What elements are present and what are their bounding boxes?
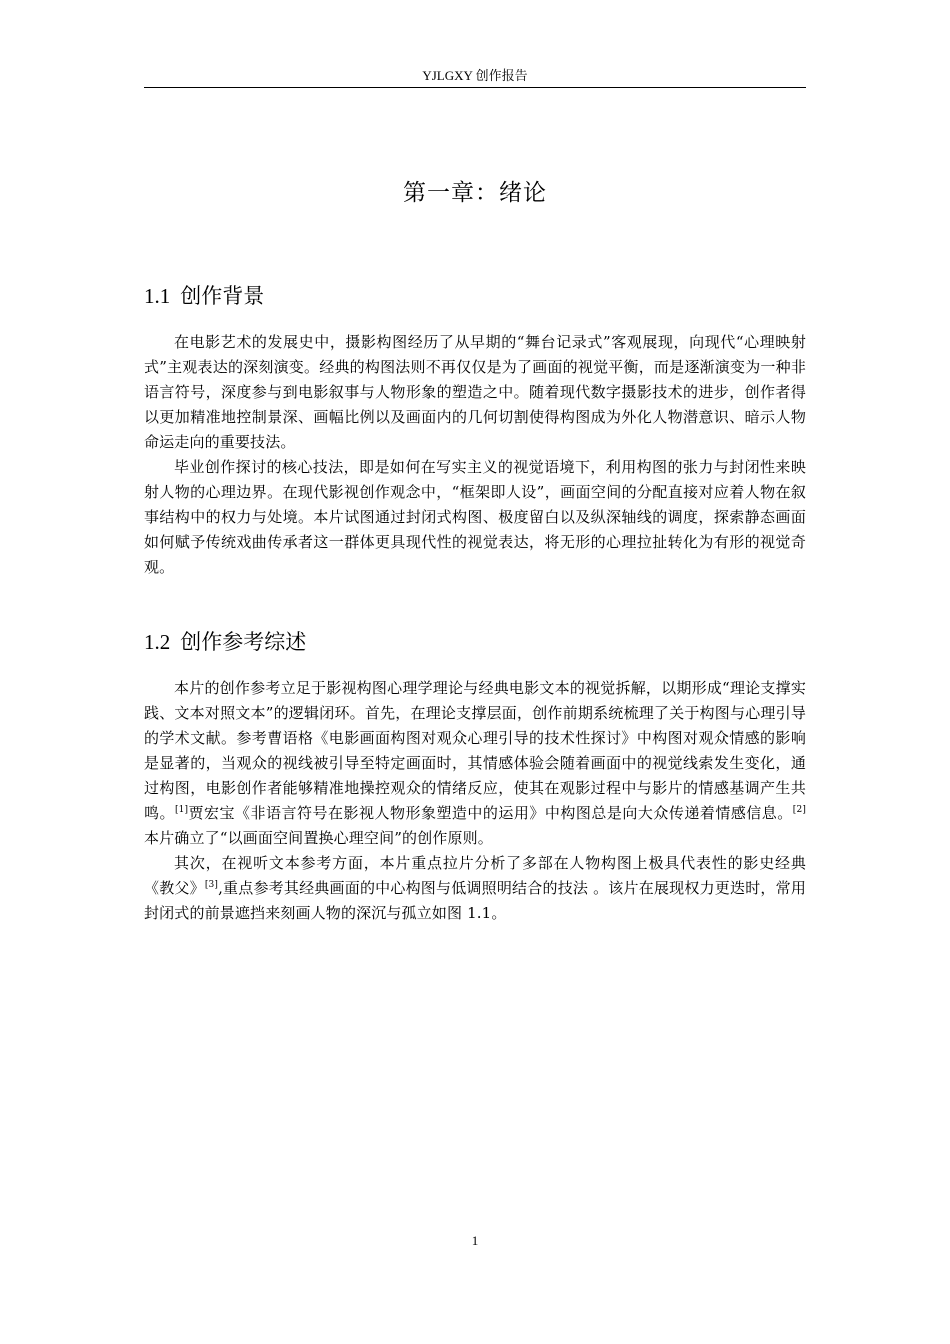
running-header: YJLGXY 创作报告 [422, 68, 528, 83]
citation-3: [3] [204, 880, 219, 890]
section-number: 1.1 [144, 284, 171, 308]
paragraph [144, 676, 806, 851]
page-number: 1 [471, 1233, 479, 1248]
header-rule [144, 87, 806, 88]
text-run: 其次，在视听文本参考方面，本片重点拉片分析了多部在人物构图上极具代表性的影史经典《教父》 [144, 854, 806, 897]
section-number: 1.2 [144, 630, 171, 654]
section-heading-1-1 [144, 282, 806, 310]
chapter-title: 第一章：绪论 [403, 180, 547, 206]
citation-2: [2] [792, 805, 806, 815]
text-run: 本片确立了“以画面空间置换心理空间”的创作原则。 [144, 829, 493, 847]
citation-1: [1] [175, 805, 189, 815]
section-title: 创作参考综述 [180, 630, 307, 654]
text-run: 本片的创作参考立足于影视构图心理学理论与经典电影文本的视觉拆解，以期形成“理论支撑实践、文本对照文本”的逻辑闭环。首先，在理论支撑层面，创作前期系统梳理了关于构图与心理引导的学术文献。参考曹语格《电影画面构图对观众心理引导的技术性探讨》中构图对观众情感的影响是显著的，当观众的视线被引导至特定画面时，其情感体验会随着画面中的视觉线索发生变化，通过构图，电影创作者能够精准地操控观众的情绪反应，使其在观影过程中与影片的情感基调产生共鸣。 [144, 679, 806, 822]
paragraph: 在电影艺术的发展史中，摄影构图经历了从早期的“舞台记录式”客观展现，向现代“心理映射式”主观表达的深刻演变。经典的构图法则不再仅仅是为了画面的视觉平衡，而是逐渐演变为一种非语言符号，深度参与到电影叙事与人物形象的塑造之中。随着现代数字摄影技术的进步，创作者得以更加精准地控制景深、画幅比例以及画面内的几何切割使得构图成为外化人物潜意识、暗示人物命运走向的重要技法。 [144, 333, 806, 451]
paragraph: 毕业创作探讨的核心技法，即是如何在写实主义的视觉语境下，利用构图的张力与封闭性来映射人物的心理边界。在现代影视创作观念中，“框架即人设”，画面空间的分配直接对应着人物在叙事结构中的权力与处境。本片试图通过封闭式构图、极度留白以及纵深轴线的调度，探索静态画面如何赋予传统戏曲传承者这一群体更具现代性的视觉表达，将无形的心理拉扯转化为有形的视觉奇观。 [144, 458, 806, 576]
section-title: 创作背景 [180, 284, 265, 308]
paragraph [144, 851, 806, 926]
section-heading-1-2 [144, 628, 806, 656]
text-run: ,重点参考其经典画面的中心构图与低调照明结合的技法 。该片在展现权力更迭时，常用封闭式的前景遮挡来刻画人物的深沉与孤立如图 1.1。 [144, 879, 806, 922]
section-body-1-1 [144, 330, 806, 580]
text-run: 贾宏宝《非语言符号在影视人物形象塑造中的运用》中构图总是向大众传递着情感信息。 [188, 804, 793, 822]
section-body-1-2 [144, 676, 806, 926]
